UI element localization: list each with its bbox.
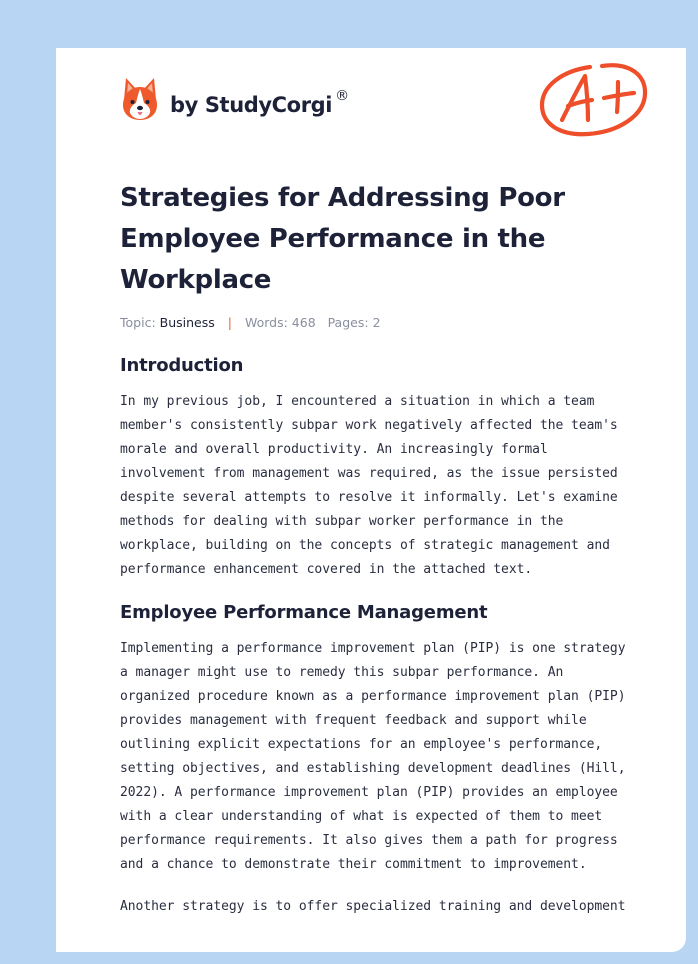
words-label: Words: bbox=[244, 315, 288, 330]
document-title: Strategies for Addressing Poor Employee Performance in the Workplace bbox=[120, 183, 565, 295]
a-plus-grade-icon bbox=[538, 58, 650, 140]
document-page bbox=[56, 48, 686, 952]
words-count: 468 bbox=[291, 315, 316, 330]
section-heading-employee-performance-management: Employee Performance Management bbox=[120, 602, 488, 623]
paragraph: In my previous job, I encountered a situation in which a team member's consistently subpar work negatively affected the team's morale and overall productivity. An increasingly formal involvement from management was required, as the issue persisted despite several attempts to resolve it informally. Let's examine methods for dealing with subpar worker performance in the workplace, building on the concepts of strategic management and performance enhancement covered in the attached text. bbox=[120, 394, 618, 577]
registered-mark: ® bbox=[335, 87, 349, 104]
pages-count: 2 bbox=[372, 315, 381, 330]
document-meta bbox=[120, 315, 632, 330]
brand-name: by StudyCorgi ® bbox=[170, 87, 349, 117]
topic-link[interactable]: Business bbox=[159, 315, 215, 330]
pages-label: Pages: bbox=[327, 315, 369, 330]
document-content bbox=[120, 178, 632, 919]
topic-label: Topic: bbox=[120, 315, 156, 330]
paragraph: Another strategy is to offer specialized training and development bbox=[120, 899, 626, 914]
section-heading-introduction: Introduction bbox=[120, 355, 244, 376]
corgi-icon bbox=[120, 76, 160, 122]
studycorgi-logo[interactable] bbox=[120, 76, 349, 122]
meta-separator: | bbox=[227, 315, 232, 330]
paragraph: Implementing a performance improvement plan (PIP) is one strategy a manager might use to remedy this subpar performance. An organized procedure known as a performance improvement plan (PIP) provides management with frequent feedback and support while outlining explicit expectations for an employee's performance, setting objectives, and establishing development deadlines (Hill, 2022). A performance improvement plan (PIP) provides an employee with a clear understanding of what is expected of them to meet performance requirements. It also gives them a path for progress and a chance to demonstrate their commitment to improvement. bbox=[120, 641, 626, 872]
